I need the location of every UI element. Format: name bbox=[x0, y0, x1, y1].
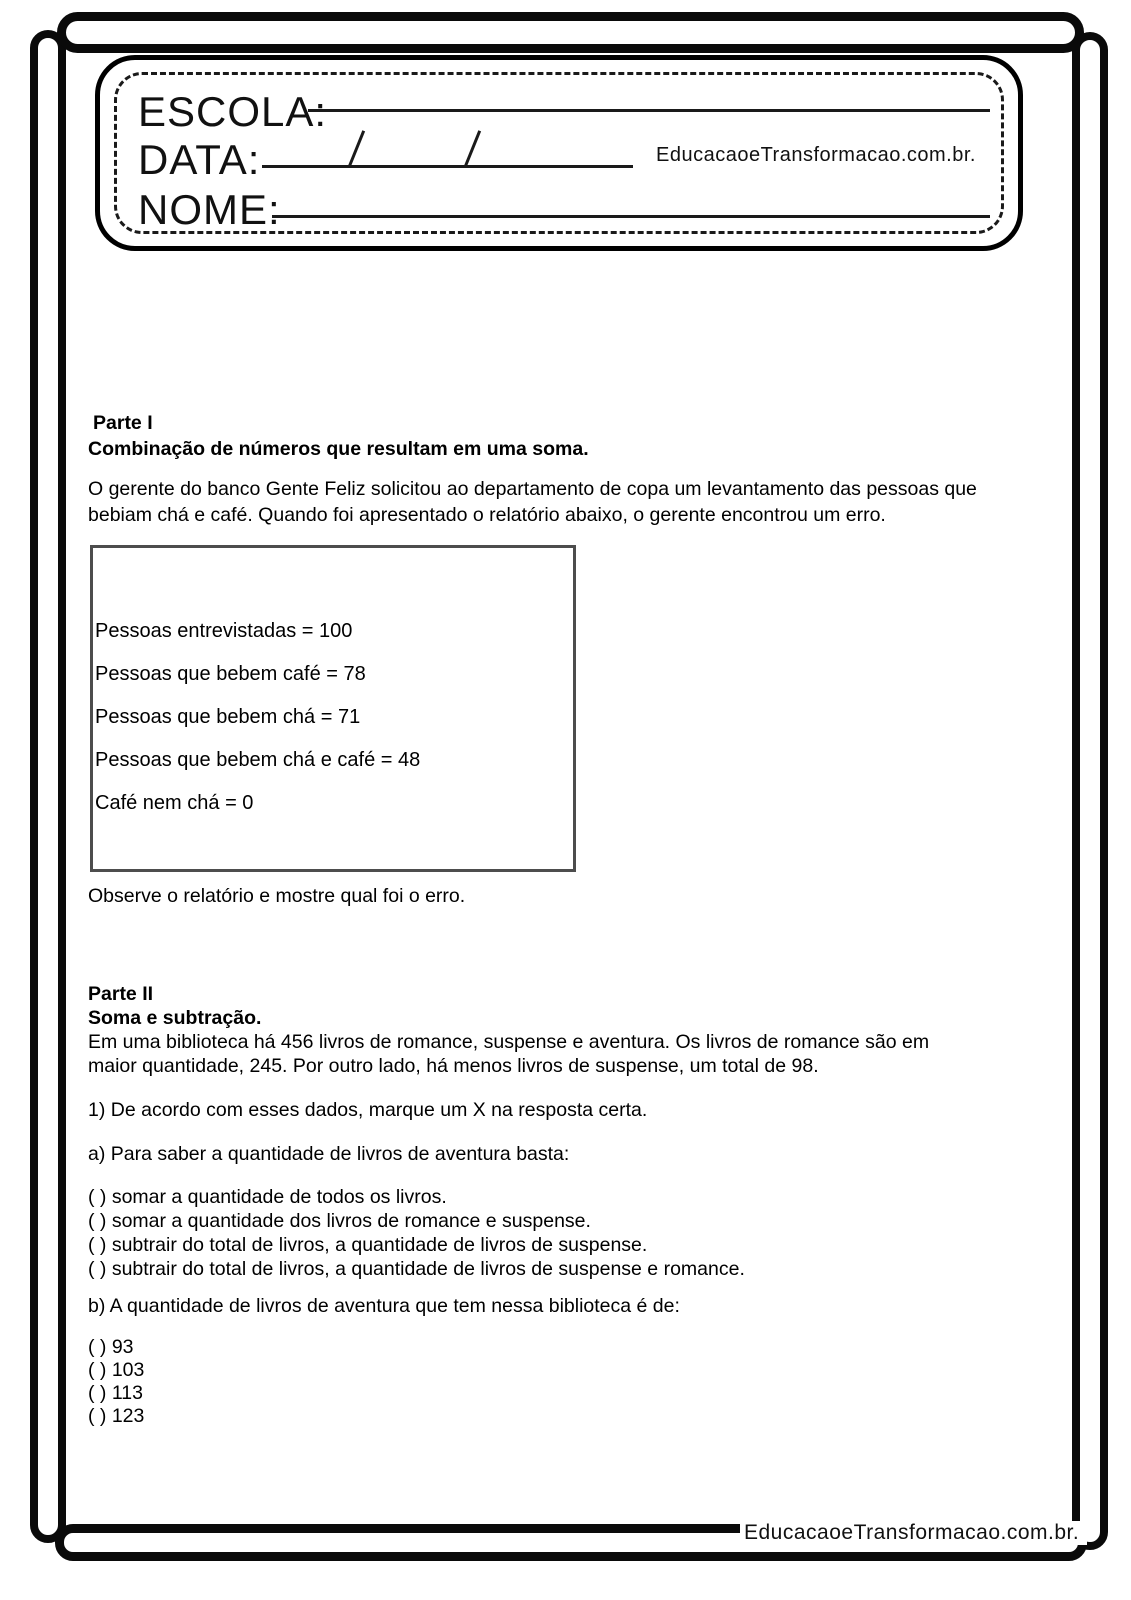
data-blank-line bbox=[262, 165, 633, 168]
option-b-item: ( ) 113 bbox=[88, 1382, 143, 1404]
data-label: DATA: bbox=[138, 136, 261, 183]
report-line: Café nem chá = 0 bbox=[95, 792, 254, 814]
escola-blank-line bbox=[308, 109, 990, 112]
report-line: Pessoas que bebem chá = 71 bbox=[95, 706, 361, 728]
options-b bbox=[88, 1336, 144, 1428]
nome-blank-line bbox=[272, 215, 990, 218]
option-b-item: ( ) 123 bbox=[88, 1405, 145, 1427]
report-line: Pessoas que bebem chá e café = 48 bbox=[95, 749, 421, 771]
option-a-item: ( ) subtrair do total de livros, a quantidade de livros de suspense. bbox=[88, 1234, 648, 1256]
header-box bbox=[95, 55, 1023, 251]
escola-label: ESCOLA: bbox=[138, 88, 328, 135]
part2-heading bbox=[88, 982, 929, 1078]
part1-heading bbox=[88, 410, 589, 462]
option-a-item: ( ) somar a quantidade de todos os livros. bbox=[88, 1186, 447, 1208]
options-a bbox=[88, 1185, 745, 1281]
option-b-item: ( ) 103 bbox=[88, 1359, 145, 1381]
frame-right-border bbox=[1072, 32, 1108, 1550]
header-watermark: EducacaoeTransformacao.com.br. bbox=[656, 144, 976, 166]
part1-title: Parte I bbox=[93, 412, 153, 434]
part1-intro-line: bebiam chá e café. Quando foi apresentado o relatório abaixo, o gerente encontrou um erro. bbox=[88, 504, 886, 526]
part1-intro-line: O gerente do banco Gente Feliz solicitou ao departamento de copa um levantamento das pessoas que bbox=[88, 478, 977, 500]
report-line: Pessoas entrevistadas = 100 bbox=[95, 620, 353, 642]
part1-observe: Observe o relatório e mostre qual foi o erro. bbox=[88, 885, 466, 907]
question-b: b) A quantidade de livros de aventura que tem nessa biblioteca é de: bbox=[88, 1295, 680, 1317]
report-box bbox=[90, 545, 576, 872]
option-a-item: ( ) somar a quantidade dos livros de romance e suspense. bbox=[88, 1210, 591, 1232]
part2-intro-line: Em uma biblioteca há 456 livros de romance, suspense e aventura. Os livros de romance são em bbox=[88, 1031, 930, 1053]
footer-watermark: EducacaoeTransformacao.com.br. bbox=[740, 1521, 1087, 1545]
frame-left-border bbox=[30, 30, 66, 1543]
part2-intro-line: maior quantidade, 245. Por outro lado, há menos livros de suspense, um total de 98. bbox=[88, 1055, 819, 1077]
part2-title: Parte II bbox=[88, 983, 154, 1005]
report-line: Pessoas que bebem café = 78 bbox=[95, 663, 366, 685]
frame-top-border bbox=[57, 12, 1084, 53]
part2-subtitle: Soma e subtração. bbox=[88, 1007, 262, 1029]
option-a-item: ( ) subtrair do total de livros, a quantidade de livros de suspense e romance. bbox=[88, 1258, 745, 1280]
nome-label: NOME: bbox=[138, 186, 281, 233]
option-b-item: ( ) 93 bbox=[88, 1336, 134, 1358]
question-1: 1) De acordo com esses dados, marque um X na resposta certa. bbox=[88, 1099, 648, 1121]
question-a: a) Para saber a quantidade de livros de aventura basta: bbox=[88, 1143, 570, 1165]
part1-intro bbox=[88, 476, 977, 528]
part1-subtitle: Combinação de números que resultam em uma soma. bbox=[88, 438, 589, 460]
